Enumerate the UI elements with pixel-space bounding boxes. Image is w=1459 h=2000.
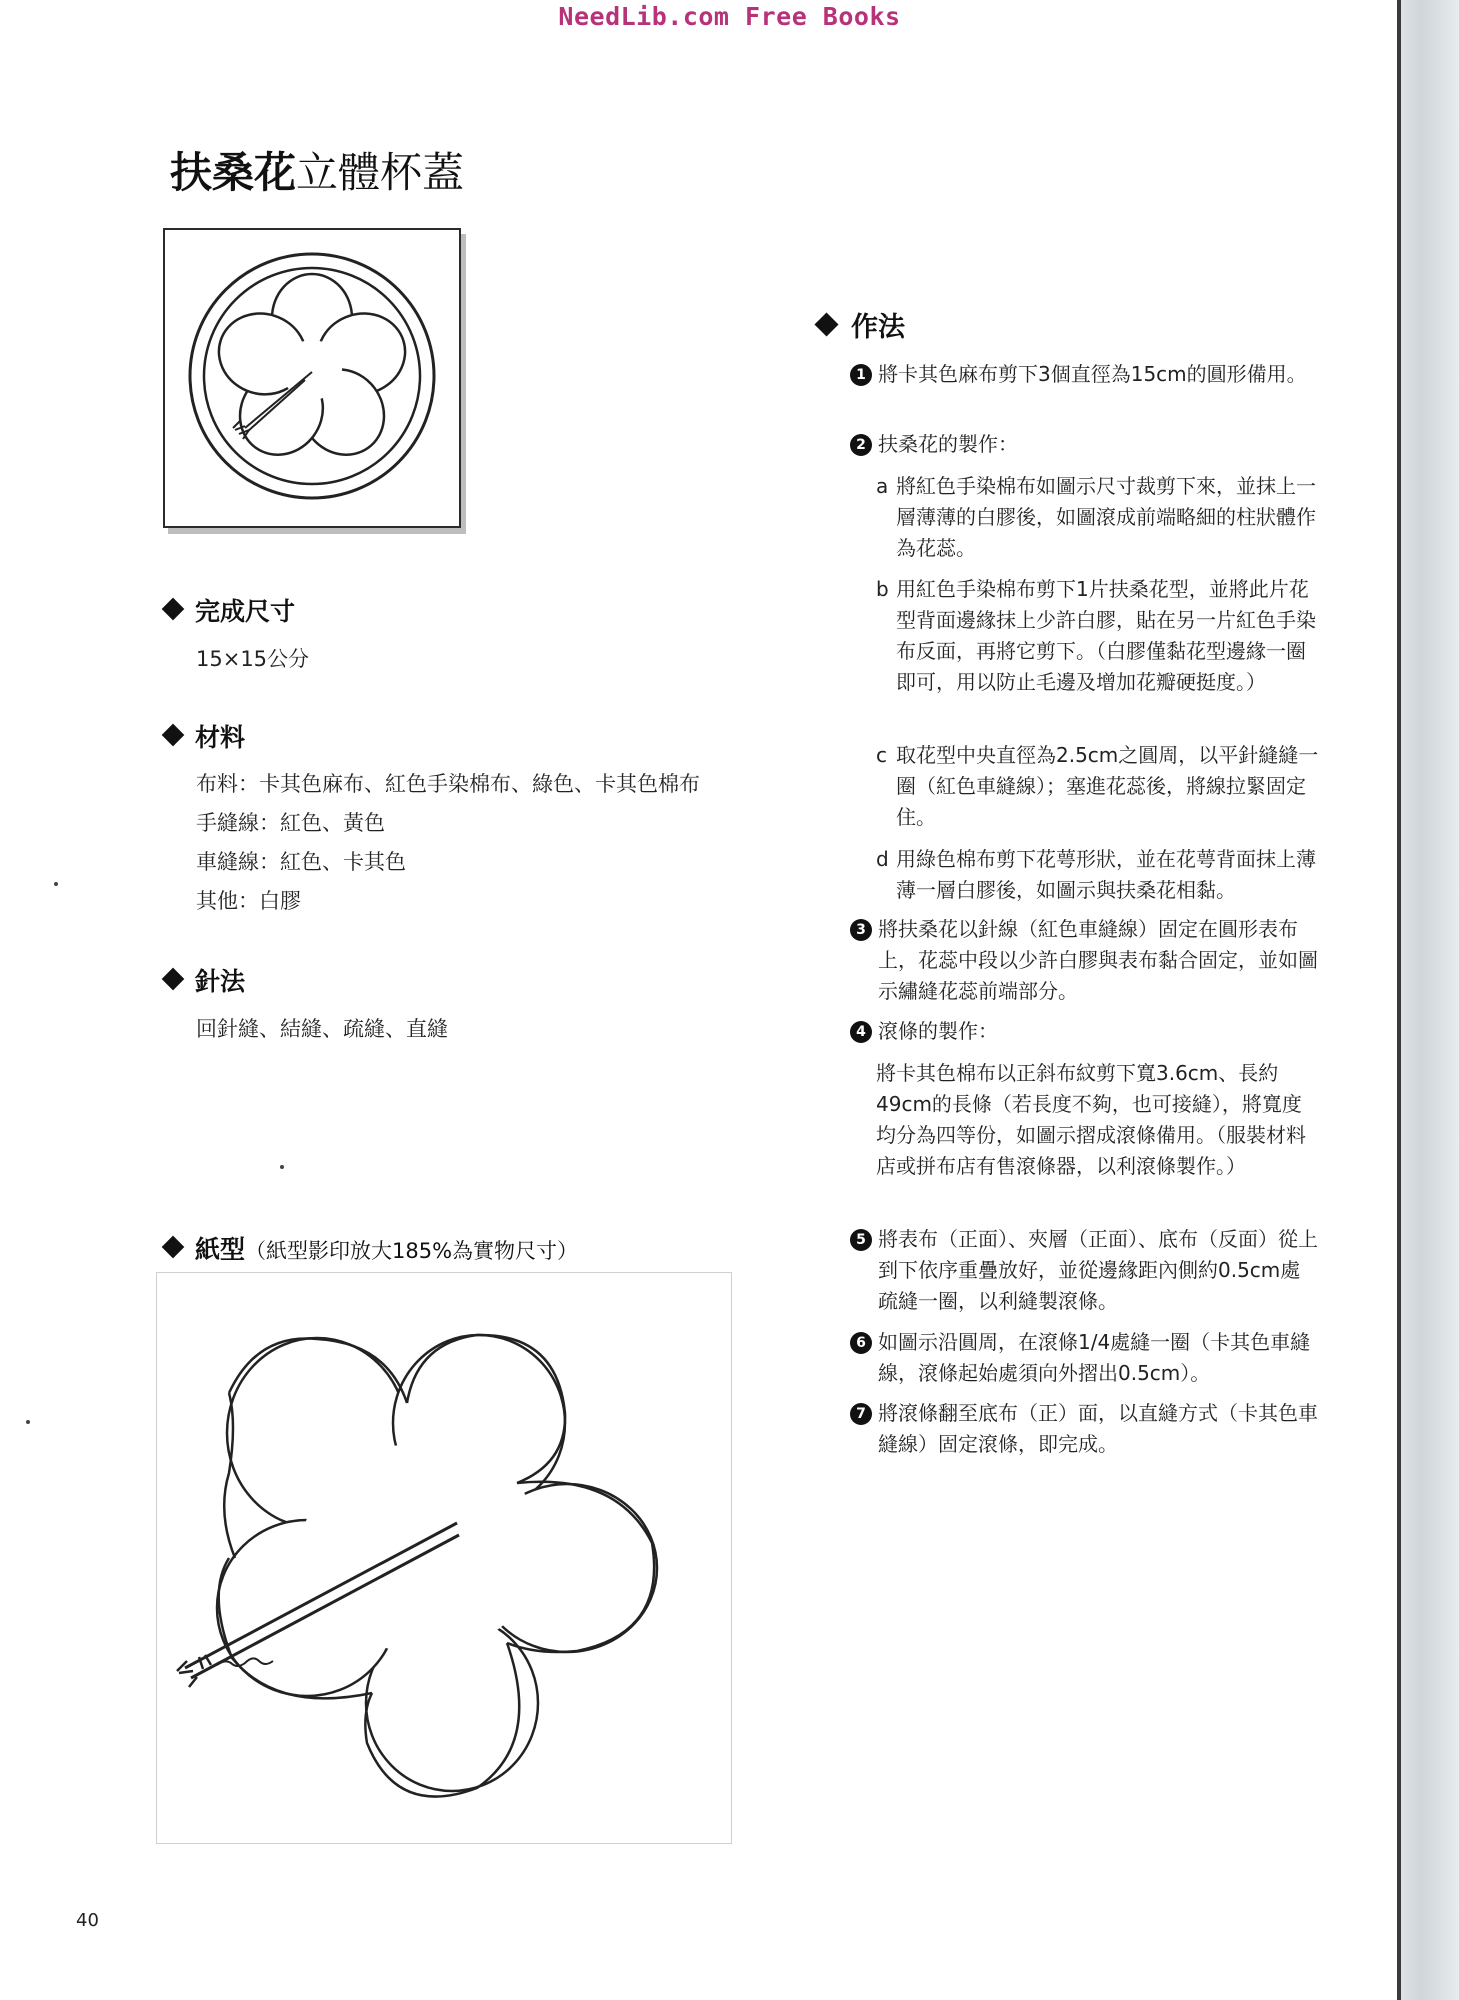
substep-letter: c [876,743,887,767]
material-item: 手縫線：紅色、黃色 [196,811,385,835]
substep-letter: b [876,577,889,601]
method-step [850,1327,1320,1389]
gutter-edge [1397,0,1401,2000]
size-value: 15×15公分 [196,647,310,671]
stitches-value: 回針縫、結縫、疏縫、直縫 [196,1017,448,1041]
step-text: 扶桑花的製作： [878,432,1018,456]
step-text: 將扶桑花以針線（紅色車縫線）固定在圓形表布上，花蕊中段以少許白膠與表布黏合固定，並如圖示繡縫花蕊前端部分。 [878,917,1318,1003]
step-text: 滾條的製作： [878,1019,998,1043]
watermark: NeedLib.com Free Books [558,2,901,31]
title-main: 扶桑花 [170,148,297,197]
paper-pattern [156,1272,732,1844]
step-number-badge: 4 [850,1021,872,1043]
binding-detail: 將卡其色棉布以正斜布紋剪下寬3.6cm、長約49cm的長條（若長度不夠，也可接縫），將寬度均分為四等份，如圖示摺成滾條備用。（服裝材料店或拼布店有售滾條器，以利滾條製作。） [876,1061,1306,1178]
method-heading: 作法 [818,305,905,344]
step-number-badge: 2 [850,434,872,456]
scan-speck [54,882,58,886]
step-text: 將卡其色麻布剪下3個直徑為15cm的圓形備用。 [878,362,1307,386]
method-substep [876,471,1320,564]
substep-text: 用紅色手染棉布剪下1片扶桑花型，並將此片花型背面邊緣抹上少許白膠，貼在另一片紅色手染布反面，再將它剪下。（白膠僅黏花型邊緣一圈即可，用以防止毛邊及增加花瓣硬挺度。） [896,577,1316,694]
method-step [850,1398,1320,1460]
diamond-icon [162,598,185,621]
step-number-badge: 7 [850,1403,872,1425]
step-text: 將滾條翻至底布（正）面，以直縫方式（卡其色車縫線）固定滾條，即完成。 [878,1401,1318,1456]
scan-speck [280,1165,284,1169]
step-number-badge: 6 [850,1332,872,1354]
page-title [170,140,464,200]
scan-speck [26,1420,30,1424]
method-step [850,1224,1320,1317]
method-substep [876,844,1320,906]
material-item: 車縫線：紅色、卡其色 [196,850,406,874]
method-substep [876,574,1320,698]
hibiscus-pattern-drawing [157,1273,731,1843]
substep-text: 用綠色棉布剪下花萼形狀，並在花萼背面抹上薄薄一層白膠後，如圖示與扶桑花相黏。 [896,847,1316,902]
substep-letter: a [876,474,889,498]
material-item: 其他：白膠 [196,889,301,913]
diamond-icon [162,968,185,991]
section-stitches-heading: 針法 [165,962,245,998]
step-number-badge: 3 [850,919,872,941]
section-size-heading: 完成尺寸 [165,592,295,628]
substep-text: 將紅色手染棉布如圖示尺寸裁剪下來，並抹上一層薄薄的白膠後，如圖滾成前端略細的柱狀體作為花蕊。 [896,474,1316,560]
page-number: 40 [76,1910,99,1931]
substep-letter: d [876,847,889,871]
section-pattern-heading: 紙型（紙型影印放大185%為實物尺寸） [165,1230,578,1266]
step-number-badge: 1 [850,364,872,386]
diamond-icon [162,1236,185,1259]
method-step [850,1016,1320,1047]
title-sub: 立體杯蓋 [296,148,465,197]
method-step [850,429,1320,460]
method-step [850,359,1320,390]
diamond-icon [814,312,838,336]
page-gutter [1401,0,1459,2000]
section-materials-heading: 材料 [165,718,245,754]
pattern-note: （紙型影印放大185%為實物尺寸） [245,1239,579,1263]
method-step [850,914,1320,1007]
step-text: 將表布（正面）、夾層（正面）、底布（反面）從上到下依序重疊放好，並從邊緣距內側約0.5cm處疏縫一圈，以利縫製滾條。 [878,1227,1318,1313]
material-item: 布料：卡其色麻布、紅色手染棉布、綠色、卡其色棉布 [196,772,700,796]
coaster-drawing [165,230,459,526]
step-number-badge: 5 [850,1229,872,1251]
method-substep [876,740,1320,833]
step-text: 如圖示沿圓周，在滾條1/4處縫一圈（卡其色車縫線，滾條起始處須向外摺出0.5cm）。 [878,1330,1311,1385]
materials-list [196,765,700,921]
product-illustration [163,228,461,528]
substep-text: 取花型中央直徑為2.5cm之圓周，以平針縫縫一圈（紅色車縫線）；塞進花蕊後，將線拉緊固定住。 [896,743,1319,829]
diamond-icon [162,724,185,747]
